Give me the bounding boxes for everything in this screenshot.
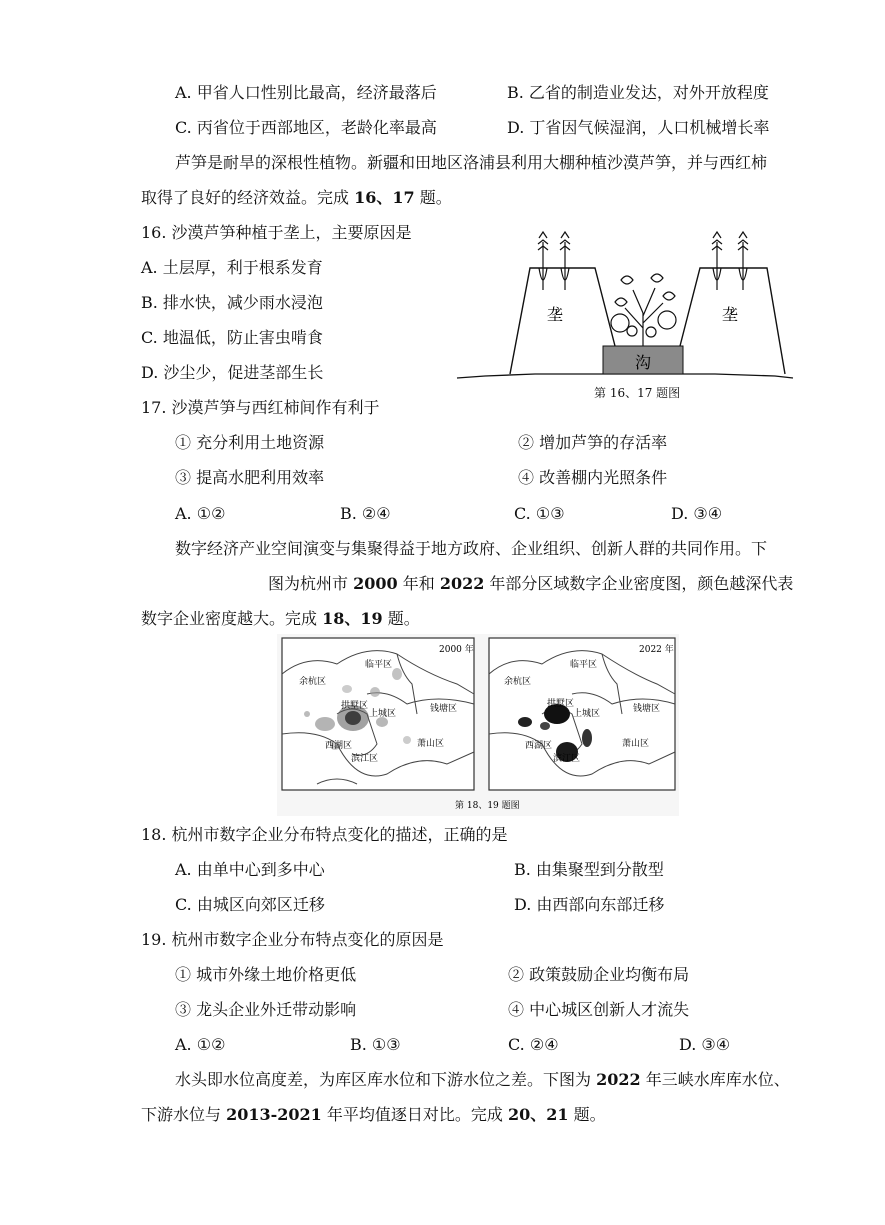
q17-statement-2: ② 增加芦笋的存活率 (518, 433, 668, 452)
intro-18-19-line1: 数字经济产业空间演变与集聚得益于地方政府、企业组织、创新人群的共同作用。下 (175, 539, 768, 558)
map-2000-label-qiantang: 钱塘区 (430, 704, 458, 714)
map-2022-label-xihu: 西湖区 (525, 741, 553, 751)
ditch-label: 沟 (634, 353, 652, 372)
hangzhou-density-maps (277, 634, 679, 816)
q17-statement-4: ④ 改善棚内光照条件 (518, 468, 668, 487)
q18-option-a: A. 由单中心到多中心 (175, 860, 325, 879)
q17-option-a: A. ①② (175, 504, 226, 523)
q17-statement-3: ③ 提高水肥利用效率 (175, 468, 325, 487)
q16-option-a: A. 土层厚，利于根系发育 (141, 258, 323, 277)
q18-option-d: D. 由西部向东部迁移 (514, 895, 665, 914)
q19-statement-2: ② 政策鼓励企业均衡布局 (508, 965, 690, 984)
q19-option-c: C. ②④ (508, 1035, 559, 1054)
q17-option-b: B. ②④ (340, 504, 391, 523)
intro-20-21-line2: 下游水位与 2013-2021 年平均值逐日对比。完成 20、21 题。 (141, 1105, 606, 1124)
q15-option-a: A. 甲省人口性别比最高，经济最落后 (175, 83, 437, 102)
map-2000-label-binjiang: 滨江区 (351, 754, 379, 764)
map-2022-label-gongshu: 拱墅区 (547, 699, 575, 709)
map-2000 (282, 638, 474, 790)
fig-16-17-caption: 第 16、17 题图 (594, 386, 681, 400)
q17-stem: 17. 沙漠芦笋与西红柿间作有利于 (141, 398, 380, 417)
q17-option-c: C. ①③ (514, 504, 565, 523)
map-2022-label-linping: 临平区 (570, 660, 598, 670)
q18-option-c: C. 由城区向郊区迁移 (175, 895, 325, 914)
map-2000-label-yuhang: 余杭区 (299, 677, 327, 687)
q19-option-b: B. ①③ (350, 1035, 401, 1054)
map-2000-label-linping: 临平区 (365, 660, 393, 670)
map-2022-label-yuhang: 余杭区 (504, 677, 532, 687)
q18-option-b: B. 由集聚型到分散型 (514, 860, 664, 879)
tomato-plant (611, 274, 676, 346)
q16-stem: 16. 沙漠芦笋种植于垄上，主要原因是 (141, 223, 412, 242)
map-2000-label-shangcheng: 上城区 (369, 709, 397, 719)
q18-stem: 18. 杭州市数字企业分布特点变化的描述，正确的是 (141, 825, 508, 844)
q19-statement-4: ④ 中心城区创新人才流失 (508, 1000, 690, 1019)
map-2022-label-shangcheng: 上城区 (573, 709, 601, 719)
q19-stem: 19. 杭州市数字企业分布特点变化的原因是 (141, 930, 444, 949)
q16-option-c: C. 地温低，防止害虫啃食 (141, 328, 323, 347)
intro-16-17-line2: 取得了良好的经济效益。完成 16、17 题。 (141, 188, 452, 207)
q15-option-b: B. 乙省的制造业发达，对外开放程度 (507, 83, 769, 102)
ridge-right-label: 垄 (721, 305, 739, 324)
map-2000-label-xihu: 西湖区 (325, 741, 353, 751)
q19-statement-1: ① 城市外缘土地价格更低 (175, 965, 357, 984)
intro-18-19-line3: 数字企业密度越大。完成 18、19 题。 (141, 609, 420, 628)
map-2022-label-binjiang: 滨江区 (553, 754, 581, 764)
map-2000-label-gongshu: 拱墅区 (341, 701, 369, 711)
q16-option-b: B. 排水快，减少雨水浸泡 (141, 293, 323, 312)
fig-18-19-caption: 第 18、19 题图 (455, 801, 520, 811)
ridge-left-label: 垄 (546, 305, 564, 324)
intro-20-21-line1: 水头即水位高度差，为库区库水位和下游水位之差。下图为 2022 年三峡水库库水位、 (175, 1070, 790, 1089)
intro-16-17-line1: 芦笋是耐旱的深根性植物。新疆和田地区洛浦县利用大棚种植沙漠芦笋，并与西红柿 (175, 153, 768, 172)
q15-option-c: C. 丙省位于西部地区，老龄化率最高 (175, 118, 437, 137)
map-2022-label-xiaoshan: 萧山区 (622, 739, 650, 749)
intro-18-19-line2: 图为杭州市 2000 年和 2022 年部分区域数字企业密度图，颜色越深代表 (268, 574, 794, 593)
q19-statement-3: ③ 龙头企业外迁带动影响 (175, 1000, 357, 1019)
q15-option-d: D. 丁省因气候湿润，人口机械增长率 (507, 118, 770, 137)
q19-option-a: A. ①② (175, 1035, 226, 1054)
map-2022-year: 2022 年 (639, 645, 674, 655)
map-2000-year: 2000 年 (439, 645, 474, 655)
map-2022-label-qiantang: 钱塘区 (633, 704, 661, 714)
q16-option-d: D. 沙尘少，促进茎部生长 (141, 363, 324, 382)
ridge-ditch-diagram (455, 228, 795, 383)
map-2000-label-xiaoshan: 萧山区 (417, 739, 445, 749)
q17-statement-1: ① 充分利用土地资源 (175, 433, 325, 452)
map-2022 (489, 638, 675, 790)
q19-option-d: D. ③④ (679, 1035, 731, 1054)
q17-option-d: D. ③④ (671, 504, 723, 523)
